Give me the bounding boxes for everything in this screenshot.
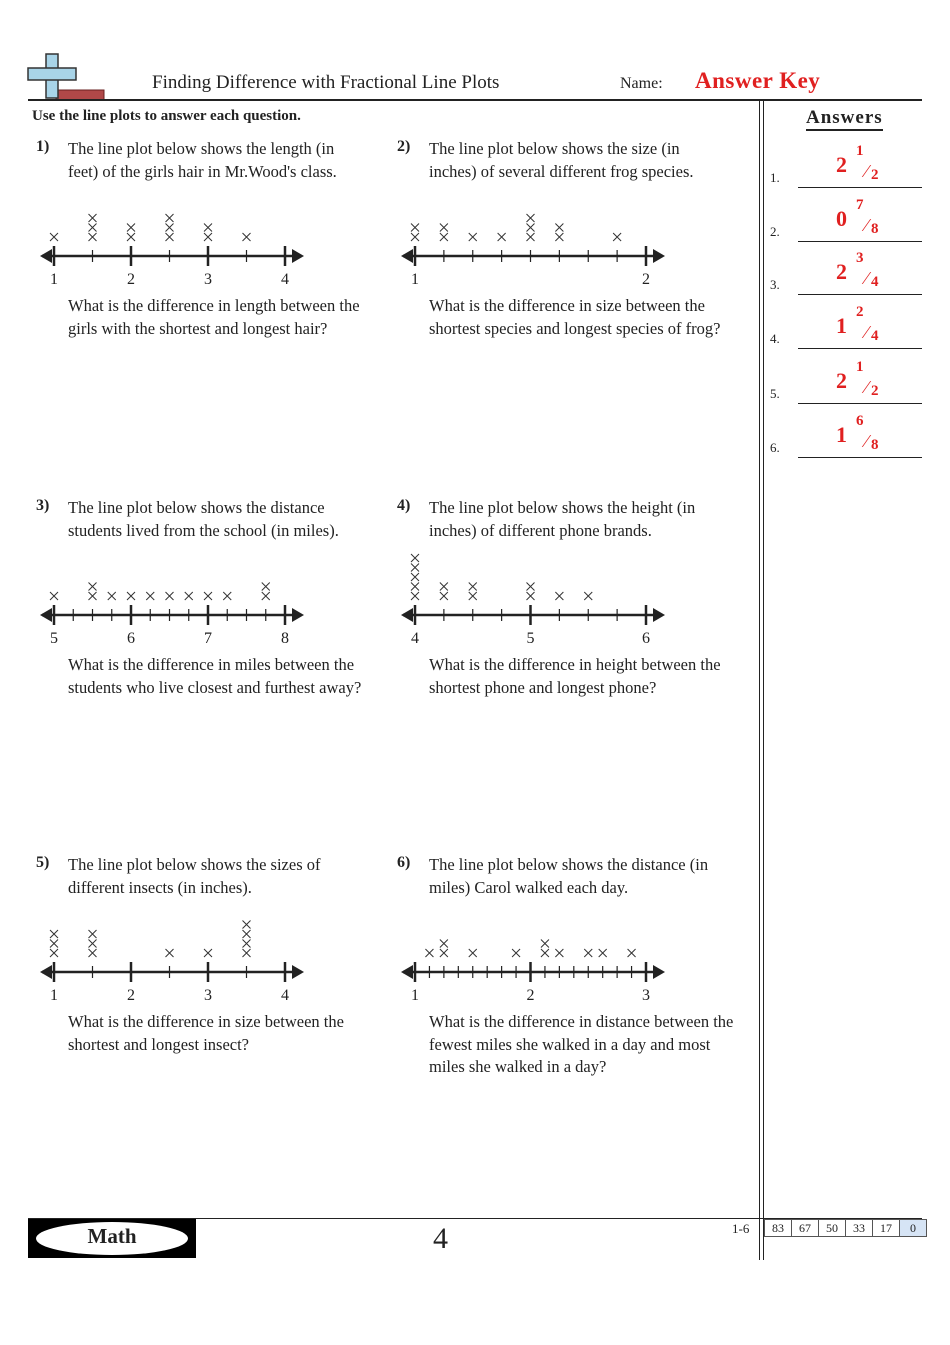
answer-row <box>770 299 922 349</box>
page-number: 4 <box>433 1222 448 1255</box>
score-range-label: 1-6 <box>732 1221 750 1236</box>
data-point-x-mark <box>243 930 251 938</box>
data-point-x-mark <box>469 949 477 957</box>
tick-label: 4 <box>281 987 289 1004</box>
data-point-x-mark <box>440 233 448 241</box>
data-point-x-mark <box>440 224 448 232</box>
answer-whole: 1 <box>836 313 847 338</box>
line-plot <box>38 547 313 647</box>
data-point-x-mark <box>599 949 607 957</box>
answer-whole: 1 <box>836 422 847 447</box>
data-point-x-mark <box>89 930 97 938</box>
tick-label: 1 <box>50 987 58 1004</box>
question-text: The line plot below shows the distance (in miles) Carol walked each day. <box>429 855 709 897</box>
data-point-x-mark <box>127 233 135 241</box>
data-point-x-mark <box>527 214 535 222</box>
question-text: The line plot below shows the length (in feet) of the girls hair in Mr.Wood's class. <box>68 139 337 181</box>
data-point-x-mark <box>527 224 535 232</box>
answer-denominator: 2 <box>871 383 879 399</box>
tick-label: 3 <box>642 987 650 1004</box>
data-point-x-mark <box>541 940 549 948</box>
data-point-x-mark <box>411 564 419 572</box>
answer-numerator: 7 <box>856 197 864 213</box>
question-number: 1) <box>36 138 50 155</box>
data-point-x-mark <box>166 224 174 232</box>
axis-arrow-left-icon <box>40 965 52 979</box>
tick-label: 4 <box>411 630 419 647</box>
answer-number: 4. <box>770 331 780 346</box>
data-point-x-mark <box>204 233 212 241</box>
tick-label: 1 <box>411 987 419 1004</box>
answer-numerator: 2 <box>856 304 864 320</box>
data-point-x-mark <box>89 224 97 232</box>
line-plot <box>38 904 313 1004</box>
data-point-x-mark <box>185 592 193 600</box>
data-point-x-mark <box>555 949 563 957</box>
question-text: The line plot below shows the height (in inches) of different phone brands. <box>429 498 696 540</box>
question-number: 5) <box>36 854 50 871</box>
tick-label: 8 <box>281 630 289 647</box>
axis-arrow-left-icon <box>40 249 52 263</box>
data-point-x-mark <box>469 583 477 591</box>
answer-number: 2. <box>770 224 780 239</box>
data-point-x-mark <box>146 592 154 600</box>
data-point-x-mark <box>166 949 174 957</box>
tick-label: 6 <box>127 630 135 647</box>
score-cell: 50 <box>819 1220 846 1237</box>
data-point-x-mark <box>555 224 563 232</box>
tick-label: 6 <box>642 630 650 647</box>
tick-label: 3 <box>204 987 212 1004</box>
data-point-x-mark <box>89 949 97 957</box>
fraction-slash: ⁄ <box>865 322 869 342</box>
data-point-x-mark <box>440 940 448 948</box>
answer-denominator: 4 <box>871 328 879 344</box>
line-plot <box>399 547 674 647</box>
data-point-x-mark <box>89 592 97 600</box>
answer-numerator: 1 <box>856 359 864 375</box>
axis-arrow-left-icon <box>401 608 413 622</box>
answer-whole: 2 <box>836 152 847 177</box>
data-point-x-mark <box>89 583 97 591</box>
answer-key-label: Answer Key <box>695 68 821 93</box>
data-point-x-mark <box>50 930 58 938</box>
data-point-x-mark <box>411 554 419 562</box>
answer-line <box>798 294 922 295</box>
data-point-x-mark <box>204 224 212 232</box>
data-point-x-mark <box>262 592 270 600</box>
data-point-x-mark <box>469 592 477 600</box>
data-point-x-mark <box>555 233 563 241</box>
answers-title: Answers <box>806 107 883 131</box>
data-point-x-mark <box>498 233 506 241</box>
answer-whole: 0 <box>836 206 847 231</box>
answer-denominator: 8 <box>871 221 879 237</box>
data-point-x-mark <box>166 233 174 241</box>
data-point-x-mark <box>262 583 270 591</box>
answer-column-divider <box>759 100 760 1260</box>
score-cell: 0 <box>900 1220 927 1237</box>
data-point-x-mark <box>440 583 448 591</box>
data-point-x-mark <box>127 592 135 600</box>
data-point-x-mark <box>127 224 135 232</box>
data-point-x-mark <box>89 940 97 948</box>
question-number: 3) <box>36 497 50 514</box>
answer-whole: 2 <box>836 259 847 284</box>
answer-line <box>798 241 922 242</box>
question-ask: What is the difference in size between the shortest species and longest species of frog? <box>429 296 721 338</box>
fraction-slash: ⁄ <box>865 161 869 181</box>
tick-label: 1 <box>411 271 419 288</box>
data-point-x-mark <box>50 233 58 241</box>
data-point-x-mark <box>243 233 251 241</box>
data-point-x-mark <box>166 214 174 222</box>
question-number: 6) <box>397 854 411 871</box>
axis-arrow-right-icon <box>653 965 665 979</box>
question-ask: What is the difference in distance between the fewest miles she walked in a day and most miles she walked in a day? <box>429 1012 734 1076</box>
question-text: The line plot below shows the size (in inches) of several different frog species. <box>429 139 694 181</box>
data-point-x-mark <box>89 233 97 241</box>
answer-row <box>770 138 922 188</box>
fraction-slash: ⁄ <box>865 377 869 397</box>
data-point-x-mark <box>108 592 116 600</box>
answer-number: 5. <box>770 386 780 401</box>
data-point-x-mark <box>411 583 419 591</box>
data-point-x-mark <box>50 940 58 948</box>
question-ask: What is the difference in miles between the students who live closest and furthest away? <box>68 655 362 697</box>
data-point-x-mark <box>204 949 212 957</box>
data-point-x-mark <box>425 949 433 957</box>
data-point-x-mark <box>243 949 251 957</box>
data-point-x-mark <box>411 592 419 600</box>
tick-label: 3 <box>204 271 212 288</box>
answer-column-divider-inner <box>763 100 764 1260</box>
answer-denominator: 2 <box>871 167 879 183</box>
fraction-slash: ⁄ <box>865 431 869 451</box>
fraction-slash: ⁄ <box>865 268 869 288</box>
answer-line <box>798 457 922 458</box>
answer-whole: 2 <box>836 368 847 393</box>
data-point-x-mark <box>223 592 231 600</box>
data-point-x-mark <box>527 233 535 241</box>
axis-arrow-right-icon <box>292 249 304 263</box>
answer-denominator: 4 <box>871 274 879 290</box>
line-plot <box>399 904 674 1004</box>
data-point-x-mark <box>243 940 251 948</box>
question-ask: What is the difference in size between the shortest and longest insect? <box>68 1012 344 1054</box>
answer-number: 6. <box>770 440 780 455</box>
axis-arrow-right-icon <box>653 249 665 263</box>
worksheet-title: Finding Difference with Fractional Line Plots <box>152 72 500 93</box>
data-point-x-mark <box>50 949 58 957</box>
name-label: Name: <box>620 75 663 92</box>
axis-arrow-left-icon <box>40 608 52 622</box>
line-plot <box>38 188 313 288</box>
question-number: 4) <box>397 497 411 514</box>
data-point-x-mark <box>613 233 621 241</box>
answer-line <box>798 187 922 188</box>
data-point-x-mark <box>411 224 419 232</box>
data-point-x-mark <box>440 592 448 600</box>
data-point-x-mark <box>555 592 563 600</box>
tick-label: 5 <box>526 630 535 647</box>
data-point-x-mark <box>584 949 592 957</box>
answer-number: 3. <box>770 277 780 292</box>
question-number: 2) <box>397 138 411 155</box>
axis-arrow-left-icon <box>401 249 413 263</box>
score-cell: 67 <box>792 1220 819 1237</box>
answer-row <box>770 192 922 242</box>
axis-arrow-left-icon <box>401 965 413 979</box>
answer-number: 1. <box>770 170 780 185</box>
data-point-x-mark <box>541 949 549 957</box>
data-point-x-mark <box>527 583 535 591</box>
data-point-x-mark <box>89 214 97 222</box>
score-table <box>764 1219 927 1237</box>
answer-row <box>770 354 922 404</box>
answer-denominator: 8 <box>871 437 879 453</box>
question-text: The line plot below shows the distance students lived from the school (in miles). <box>68 498 339 540</box>
score-cell: 83 <box>765 1220 792 1237</box>
answer-row <box>770 408 922 458</box>
data-point-x-mark <box>628 949 636 957</box>
score-cell: 17 <box>873 1220 900 1237</box>
question-ask: What is the difference in height between the shortest phone and longest phone? <box>429 655 721 697</box>
data-point-x-mark <box>440 949 448 957</box>
answer-line <box>798 348 922 349</box>
data-point-x-mark <box>166 592 174 600</box>
answer-row <box>770 245 922 295</box>
tick-label: 2 <box>642 271 650 288</box>
tick-label: 4 <box>281 271 289 288</box>
tick-label: 2 <box>127 271 135 288</box>
answer-numerator: 3 <box>856 250 864 266</box>
answer-line <box>798 403 922 404</box>
axis-arrow-right-icon <box>292 608 304 622</box>
axis-arrow-right-icon <box>292 965 304 979</box>
line-plot <box>399 188 674 288</box>
worksheet-logo-icon <box>26 52 108 102</box>
data-point-x-mark <box>411 573 419 581</box>
tick-label: 2 <box>127 987 135 1004</box>
tick-label: 7 <box>204 630 212 647</box>
fraction-slash: ⁄ <box>865 215 869 235</box>
tick-label: 1 <box>50 271 58 288</box>
header-rule <box>28 99 922 101</box>
answer-numerator: 6 <box>856 413 864 429</box>
score-cell: 33 <box>846 1220 873 1237</box>
data-point-x-mark <box>527 592 535 600</box>
answer-numerator: 1 <box>856 143 864 159</box>
axis-arrow-right-icon <box>653 608 665 622</box>
data-point-x-mark <box>243 921 251 929</box>
question-text: The line plot below shows the sizes of different insects (in inches). <box>68 855 321 897</box>
question-ask: What is the difference in length between the girls with the shortest and longest hair? <box>68 296 360 338</box>
data-point-x-mark <box>411 233 419 241</box>
instructions: Use the line plots to answer each question. <box>32 108 301 124</box>
data-point-x-mark <box>469 233 477 241</box>
data-point-x-mark <box>512 949 520 957</box>
tick-label: 5 <box>50 630 58 647</box>
tick-label: 2 <box>526 987 535 1004</box>
data-point-x-mark <box>584 592 592 600</box>
math-logo-text: Math <box>87 1224 137 1248</box>
data-point-x-mark <box>204 592 212 600</box>
data-point-x-mark <box>50 592 58 600</box>
